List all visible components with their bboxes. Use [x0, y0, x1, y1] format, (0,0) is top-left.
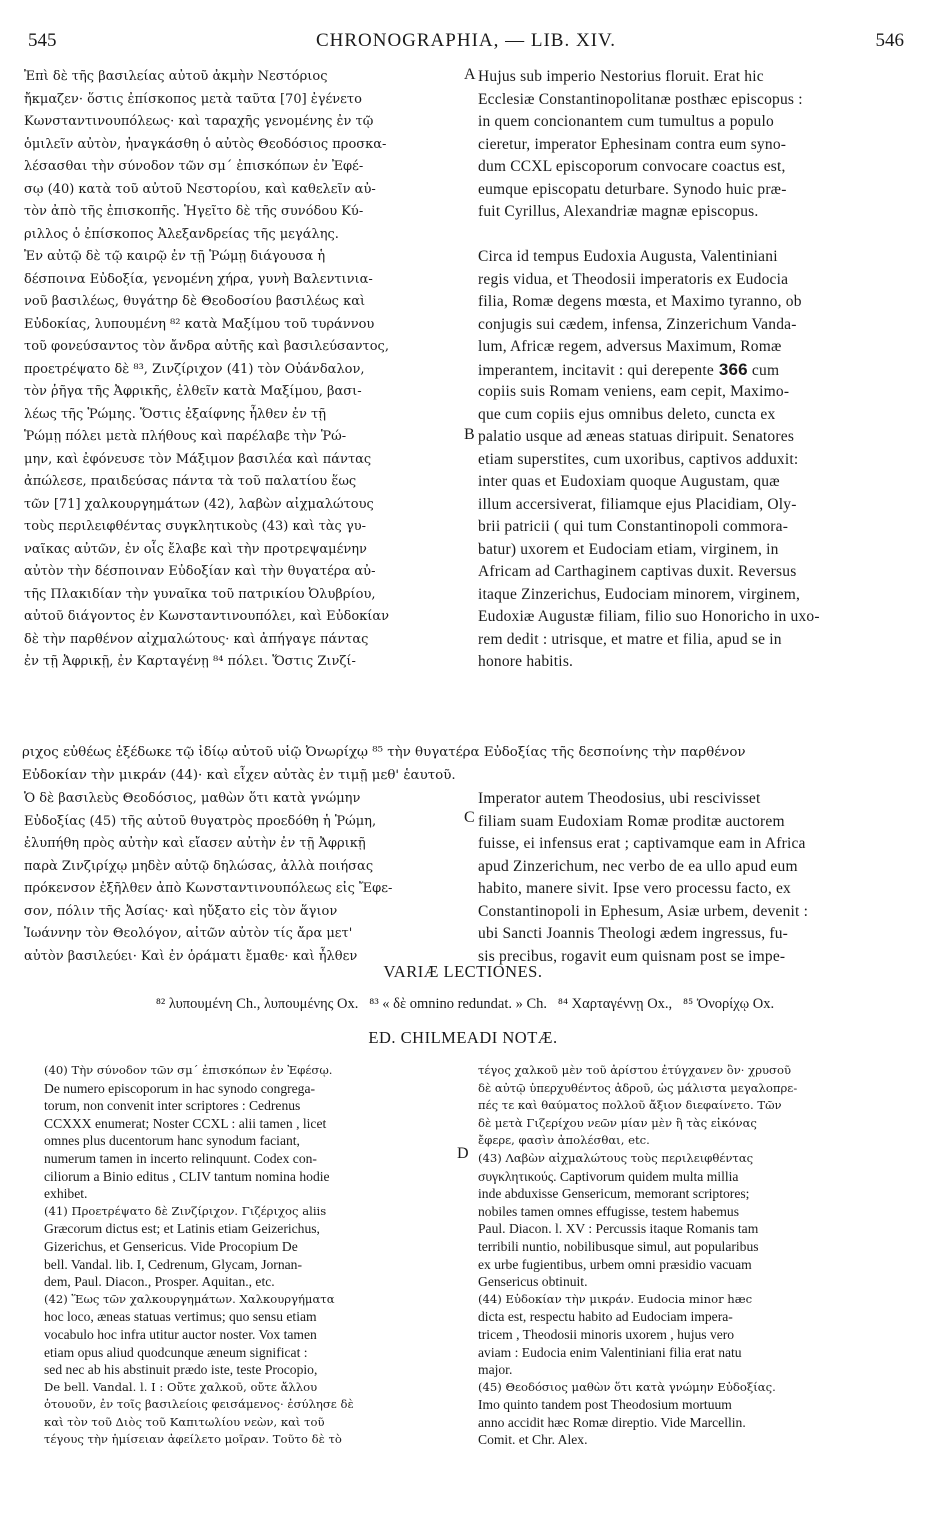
note-line: tricem , Theodosii minoris uxorem , hujus vero	[478, 1326, 735, 1342]
latin-line-text: etiam superstites, cum uxoribus, captivos adduxit:	[478, 450, 799, 468]
latin-line	[478, 584, 908, 607]
greek-line: ἐλυπήθη πρὸς αὐτὴν καὶ εἴασεν αὐτὴν ἐν τῇ Ἀφρικῇ	[24, 836, 366, 851]
latin-line: Imperator autem Theodosius, ubi rescivisset	[478, 790, 761, 807]
greek-line: παρὰ Ζινζιρίχῳ μηδὲν αὐτῷ δηλώσας, ἀλλὰ ποιήσας	[24, 858, 374, 874]
latin-line	[478, 539, 908, 562]
note-line: omnes plus ducentorum hanc synodum faciant,	[44, 1133, 300, 1149]
greek-line: Κωνσταντινουπόλεως· καὶ ταραχῆς γενομένης ἐν τῷ	[24, 114, 374, 129]
margin-marker-c: C	[464, 809, 475, 826]
latin-line	[478, 89, 908, 112]
notes-left-column	[44, 1062, 454, 1449]
latin-line-text: eumque episcopatu deturbare. Synodo huic præ-	[478, 180, 787, 198]
note-line: (44) Εὐδοκίαν τὴν μικράν. Eudocia minor hæc	[478, 1291, 753, 1306]
latin-line-text: dum CCXL episcoporum convocare coactus est,	[478, 158, 786, 175]
note-line: aviam : Eudocia enim Valentiniani filia erat natu	[478, 1344, 742, 1360]
latin-line-text: que cum copiis ejus omnibus deleto, cuncta ex	[478, 405, 776, 423]
margin-marker-b: B	[464, 426, 475, 443]
greek-line: σον, πόλιν τῆς Ἀσίας· καὶ ηὔξατο εἰς τὸν ἅγιον	[24, 903, 338, 919]
greek-line: ὁμιλεῖν αὐτὸν, ἠναγκάσθη ὁ αὐτὸς Θεοδόσιος προσκα-	[24, 136, 387, 152]
latin-line	[478, 561, 908, 584]
greek-line: Ἰωάννην τὸν Θεολόγον, αἰτῶν αὐτὸν τίς ἄρα μετ'	[24, 926, 353, 941]
note-line: (43) Λαβὼν αἰχμαλώτους τοὺς περιλειφθέντας	[478, 1150, 754, 1165]
note-line: συγκλητικούς. Captivorum quidem multa millia	[478, 1168, 739, 1184]
latin-line-text: conjugis sui cædem, infensa, Zinzerichum Vanda-	[478, 315, 797, 333]
latin-line	[478, 359, 908, 382]
latin-line-text: cieretur, imperator Ephesinam contra eum syno-	[478, 135, 787, 153]
latin-line	[478, 179, 908, 202]
greek-line: ἀπώλεσε, πραιδεύσας πάντα τὰ τοῦ παλατίου ἕως	[24, 474, 357, 489]
greek-line: Εὐδοξίας (45) τῆς αὐτοῦ θυγατρὸς προεδόθη ἡ Ῥώμη,	[24, 813, 377, 829]
note-line: ciliorum a Binio editus , CLIV tantum nomina hodie	[44, 1168, 330, 1184]
greek-line: ἤκμαζεν· ὅστις ἐπίσκοπος μετὰ ταῦτα [70] ἐγένετο	[24, 91, 362, 107]
greek-line: πρόκενσον ἐξῆλθεν ἀπὸ Κωνσταντινουπόλεως εἰς Ἔφε-	[24, 881, 393, 896]
variae-lectiones-text: ⁸² λυπουμένη Ch., λυπουμένης Ox. ⁸³ « δὲ omnino redundat. » Ch. ⁸⁴ Χαρταγέννῃ Ox., ⁸⁵ Ὀνορίχῳ Ox.	[155, 996, 775, 1012]
greek-line: τῶν [71] χαλκουργημάτων (42), λαβὼν αἰχμαλώτους	[24, 496, 374, 512]
greek-line: δέσποινα Εὐδοξία, γενομένη χήρα, γυνὴ Βαλεντινια-	[24, 271, 373, 287]
margin-marker-d: D	[457, 1145, 469, 1162]
note-line: ex urbe fugientibus, urbem omni præsidio vacuam	[478, 1256, 752, 1272]
greek-line: τοῦ φονεύσαντος τὸν ἄνδρα αὐτῆς καὶ βασιλεύσαντος,	[24, 339, 389, 354]
note-line: inde abduxisse Gensericum, memorant scriptores;	[478, 1186, 750, 1202]
latin-line	[478, 336, 908, 359]
running-title: CHRONOGRAPHIA, — LIB. XIV.	[315, 30, 617, 51]
note-line: πές τε καὶ θαύματος πολλοῦ ἄξιον διεφαίνετο. Τῶν	[478, 1098, 782, 1113]
note-line: τέγος χαλκοῦ μὲν τοῦ ἀρίστου ἐτύγχανεν ὂν· χρυσοῦ	[478, 1063, 792, 1077]
note-line: terribili nuntio, nobilibusque simul, aut popularibus	[478, 1238, 759, 1254]
note-line: δὲ μετὰ Γιζερίχου νεῶν μίαν μὲν ἣ τὰς εἰκόνας	[478, 1115, 757, 1130]
latin-line-text: Eudoxiæ Augustæ filiam, filio suo Honoricho in uxo-	[478, 608, 820, 625]
greek-line: Εὐδοκίας, λυπουμένη ⁸² κατὰ Μαξίμου τοῦ τυράννου	[24, 316, 375, 332]
note-line: sed nec ab his abstinuit prædo iste, teste Procopio,	[44, 1362, 318, 1378]
latin-line-text: Africam ad Carthaginem captivas duxit. Reversus	[478, 563, 797, 580]
note-line: torum, non convenit inter scriptores : Cedrenus	[44, 1098, 301, 1114]
latin-line-text: illum accersiverat, filiamque ejus Placidiam, Oly-	[478, 495, 797, 513]
note-line: ὁτουοῦν, ἐν τοῖς βασιλείοις φεισάμενος· ἐσύλησε δὲ	[44, 1397, 354, 1412]
latin-line-text: inter quas et Eudoxiam quoque Augustam, quæ	[478, 473, 780, 490]
greek-line: προετρέψατο δὲ ⁸³, Ζινζίριχον (41) τὸν Οὐάνδαλον,	[24, 361, 365, 377]
greek-line: ἐν τῇ Ἀφρικῇ, ἐν Καρταγένῃ ⁸⁴ πόλει. Ὅστις Ζινζί-	[24, 654, 356, 669]
note-line: anno accidit hæc Romæ direptio. Vide Marcellin.	[478, 1414, 746, 1430]
note-line: (40) Τὴν σύνοδον τῶν σμ´ ἐπισκόπων ἐν Ἐφέσῳ.	[44, 1063, 333, 1077]
latin-line-text: in quem concionantem cum tumultus a populo	[478, 113, 774, 130]
latin-line	[478, 516, 908, 539]
note-line: dem, Paul. Diacon., Prosper. Aquitan., etc.	[44, 1274, 275, 1290]
greek-line: ριχος εὐθέως ἐξέδωκε τῷ ἰδίῳ αὐτοῦ υἱῷ Ὀνωρίχῳ ⁸⁵ τὴν θυγατέρα Εὐδοξίας τῆς δεσποίνης τὴν παρθένον	[22, 745, 746, 760]
note-line: De bell. Vandal. l. I : Οὔτε χαλκοῦ, οὔτε ἄλλου	[44, 1379, 318, 1394]
latin-line-text: itaque Zinzerichus, Eudociam minorem, virginem,	[478, 585, 801, 603]
note-line: Paul. Diacon. l. XV : Percussis itaque Romanis tam	[478, 1221, 759, 1237]
latin-line	[478, 494, 908, 517]
note-line: καὶ τὸν τοῦ Διὸς τοῦ Καπιτωλίου νεὼν, καὶ τοῦ	[44, 1414, 325, 1429]
note-line: Græcorum dictus est; et Latinis etiam Geizerichus,	[44, 1221, 320, 1237]
latin-line	[478, 224, 908, 247]
latin-line-text: brii patricii ( qui tum Constantinopoli commora-	[478, 518, 789, 535]
latin-line: filiam suam Eudoxiam Romæ proditæ auctorem	[478, 812, 785, 830]
note-line: Comit. et Chr. Alex.	[478, 1432, 588, 1448]
latin-line-text: rem dedit : utrisque, et matre et filia, apud se in	[478, 630, 782, 648]
note-line: De numero episcoporum in hac synodo congrega-	[44, 1080, 316, 1096]
latin-line-text: Ecclesiæ Constantinopolitanæ posthæc episcopus :	[478, 90, 803, 108]
latin-line-text: batur) uxorem et Eudociam etiam, virginem, in	[478, 540, 779, 558]
variae-lectiones-title: VARIÆ LECTIONES.	[383, 962, 543, 981]
note-line: bell. Vandal. lib. I, Cedrenum, Glycam, Jornan-	[44, 1256, 302, 1272]
latin-line: fuisse, ei infensus erat ; captivamque eam in Africa	[478, 835, 806, 852]
latin-line	[478, 606, 908, 629]
greek-line: τοὺς περιλειφθέντας συγκλητικοὺς (43) καὶ τὰς γυ-	[24, 519, 367, 534]
page-mark-366: 366	[713, 359, 748, 379]
note-line: Imo quinto tandem post Theodosium mortuum	[478, 1397, 732, 1413]
latin-line-text: copiis suis Romam veniens, eam cepit, Maximo-	[478, 383, 790, 400]
latin-line	[478, 269, 908, 292]
latin-line: apud Zinzerichum, nec verbo de ea ullo apud eum	[478, 857, 798, 875]
note-line: ἔφερε, φασὶν ἀπολέσθαι, etc.	[478, 1133, 650, 1148]
note-line: (42) Ἕως τῶν χαλκουργημάτων. Χαλκουργήματα	[44, 1291, 335, 1306]
greek-line: λέσασθαι τὴν σύνοδον τῶν σμ´ ἐπισκόπων ἐν Ἐφέ-	[24, 159, 364, 174]
greek-line: Ὁ δὲ βασιλεὺς Θεοδόσιος, μαθὼν ὅτι κατὰ γνώμην	[24, 791, 361, 806]
latin-line: Constantinopoli in Ephesum, Asiæ urbem, devenit :	[478, 902, 809, 920]
latin-line	[478, 134, 908, 157]
latin-line-text: Circa id tempus Eudoxia Augusta, Valentiniani	[478, 248, 778, 265]
note-line: (45) Θεοδόσιος μαθὼν ὅτι κατὰ γνώμην Εὐδοξίας.	[478, 1379, 776, 1394]
greek-line: μην, καὶ ἐφόνευσε τὸν Μάξιμον βασιλέα καὶ πάντας	[24, 451, 372, 467]
latin-line	[478, 246, 908, 269]
notes-right-column	[478, 1062, 908, 1449]
latin-line	[478, 449, 908, 472]
greek-line: Ῥώμῃ πόλει μετὰ πλήθους καὶ παρέλαβε τὴν Ῥώ-	[24, 429, 347, 444]
latin-line	[478, 651, 908, 674]
greek-line: δὲ τὴν παρθένον αἰχμαλώτους· καὶ ἀπήγαγε πάντας	[24, 631, 369, 647]
latin-line	[478, 66, 908, 89]
latin-line	[478, 201, 908, 224]
note-line: nobiles tamen omnes effugisse, testem habemus	[478, 1203, 739, 1219]
note-line: major.	[478, 1362, 513, 1378]
greek-line: τῆς Πλακιδίαν τὴν γυναῖκα τοῦ πατρικίου Ὀλυβρίου,	[24, 586, 376, 602]
greek-line: λέως τῆς Ῥώμης. Ὅστις ἐξαίφνης ἦλθεν ἐν τῇ	[24, 406, 326, 422]
greek-line: Ἐπὶ δὲ τῆς βασιλείας αὐτοῦ ἀκμὴν Νεστόριος	[24, 69, 328, 84]
page-number-left: 545	[28, 30, 57, 51]
latin-line	[478, 404, 908, 427]
latin-line	[478, 381, 908, 404]
greek-text-full-width	[22, 742, 906, 787]
latin-line	[478, 314, 908, 337]
note-line: Gensericus obtinuit.	[478, 1274, 588, 1290]
latin-line-text: imperantem, incitavit : qui derepente	[478, 361, 714, 379]
latin-line: sis precibus, rogavit eum quisnam post se impe-	[478, 947, 786, 965]
greek-line: σῳ (40) κατὰ τοῦ αὐτοῦ Νεστορίου, καὶ καθελεῖν αὐ-	[24, 181, 376, 197]
greek-line: Ἐν αὐτῷ δὲ τῷ καιρῷ ἐν τῇ Ῥώμῃ διάγουσα ἡ	[24, 249, 326, 264]
latin-line	[478, 471, 908, 494]
margin-marker-a: A	[464, 66, 476, 83]
notes-title: ED. CHILMEADI NOTÆ.	[368, 1028, 558, 1047]
greek-line: αὐτὸν βασιλεύει· Καὶ ἐν ὁράματι ἔμαθε· καὶ ἦλθεν	[24, 948, 358, 964]
greek-text-lower	[24, 788, 464, 968]
page-number-right: 546	[875, 30, 904, 51]
note-line: vocabulo hoc infra utitur auctor noster. Vox tamen	[44, 1326, 317, 1342]
note-line: (41) Προετρέψατο δὲ Ζινζίριχον. Γιζέριχος aliis	[44, 1203, 327, 1218]
running-header	[28, 30, 904, 58]
note-line: dicta est, respectu habito ad Eudociam impera-	[478, 1309, 733, 1325]
note-line: exhibet.	[44, 1186, 88, 1202]
latin-line	[478, 156, 908, 179]
latin-line-text: lum, Africæ regem, adversus Maximum, Romæ	[478, 338, 782, 355]
latin-line	[478, 111, 908, 134]
greek-line: Εὐδοκίαν τὴν μικράν (44)· καὶ εἶχεν αὐτὰς ἐν τιμῇ μεθ' ἑαυτοῦ.	[22, 767, 456, 783]
latin-line	[478, 629, 908, 652]
latin-line-suffix: cum	[747, 361, 780, 379]
latin-line-text: palatio usque ad æneas statuas diripuit. Senatores	[478, 428, 795, 445]
greek-text-upper	[24, 66, 464, 674]
note-line: τέγους τὴν ἡμίσειαν ἀφείλετο μοῖραν. Τοῦτο δὲ τὸ	[44, 1432, 342, 1447]
latin-line-text: Hujus sub imperio Nestorius floruit. Erat hic	[478, 68, 764, 85]
greek-line: ριλλος ὁ ἐπίσκοπος Ἀλεξανδρείας τῆς μεγάλης.	[24, 226, 339, 242]
latin-text-lower	[478, 788, 908, 968]
note-line: hoc loco, æneas statuas vertimus; quo sensu etiam	[44, 1309, 317, 1325]
note-line: etiam opus aliud quodcunque æneum significat :	[44, 1344, 308, 1360]
greek-line: τὸν ῥῆγα τῆς Ἀφρικῆς, ἐλθεῖν κατὰ Μαξίμου, βασι-	[24, 384, 362, 399]
note-line: Gizerichus, et Gensericus. Vide Procopium De	[44, 1238, 298, 1254]
latin-line	[478, 291, 908, 314]
note-line: CCXXX enumerat; Noster CCXL : alii tamen , licet	[44, 1115, 327, 1131]
greek-line: ναῖκας αὐτῶν, ἐν οἷς ἔλαβε καὶ τὴν προτρεψαμένην	[24, 541, 367, 557]
greek-line: αὐτὸν τὴν δέσποιναν Εὐδοξίαν καὶ τὴν θυγατέρα αὐ-	[24, 564, 376, 579]
greek-line: νοῦ βασιλέως, θυγάτηρ δὲ Θεοδοσίου βασιλέως καὶ	[24, 294, 366, 309]
latin-line-text: honore habitis.	[478, 653, 574, 670]
latin-line	[478, 426, 908, 449]
latin-line-text: regis vidua, et Theodosii imperatoris ex Eudocia	[478, 270, 789, 288]
note-line: numerum tamen in incerto relinquunt. Codex con-	[44, 1150, 317, 1166]
greek-line: τὸν ἀπὸ τῆς ἐπισκοπῆς. Ἡγεῖτο δὲ τῆς συνόδου Κύ-	[24, 204, 364, 219]
latin-line-text: filia, Romæ degens mœsta, et Maximo tyranno, ob	[478, 293, 802, 310]
note-line: δὲ αὐτῷ ὑπερχυθέντος ἁδροῦ, ὡς μάλιστα μεγαλοπρε-	[478, 1080, 798, 1095]
latin-line: habito, manere sivit. Ipse vero processu facto, ex	[478, 880, 792, 897]
greek-line: αὐτοῦ διάγοντος ἐν Κωνσταντινουπόλει, καὶ Εὐδοκίαν	[24, 609, 390, 624]
latin-line-text: fuit Cyrillus, Alexandriæ magnæ episcopus.	[478, 203, 759, 220]
latin-line: ubi Sancti Joannis Theologi ædem ingressus, fu-	[478, 925, 789, 942]
latin-text-upper	[478, 66, 908, 674]
